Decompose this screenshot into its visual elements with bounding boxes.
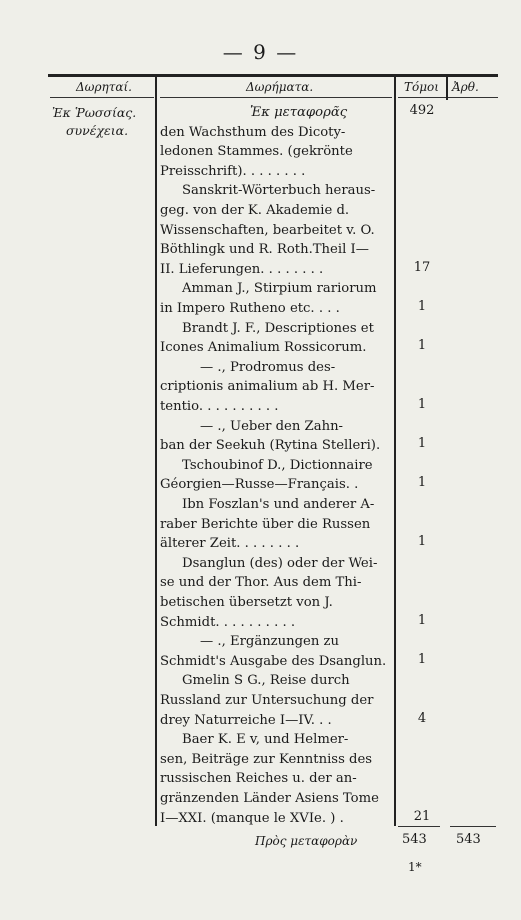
gift-line: Schmidt. . . . . . . . . . [160, 614, 296, 630]
gift-line: Russland zur Untersuchung der [160, 693, 374, 708]
donor-cell [52, 104, 136, 140]
signature-mark: 1* [408, 860, 422, 874]
gift-line: Géorgien—Russe—Français. . [160, 477, 359, 493]
gift-line: geg. von der K. Akademie d. [160, 203, 350, 218]
volume-count: 4 [417, 710, 427, 726]
gift-line: gränzenden Länder Asiens Tome [160, 791, 379, 806]
volume-count: 1 [417, 436, 427, 452]
total-number: 543 [456, 832, 481, 847]
sum-rule-number [450, 826, 496, 827]
gift-line: betischen übersetzt von J. [160, 595, 333, 610]
total-volumes: 543 [402, 832, 427, 847]
column-divider-3 [446, 76, 448, 100]
gift-line: russischen Reiches u. der an- [160, 771, 357, 787]
volume-count: 1 [417, 612, 427, 628]
volume-count: 21 [413, 808, 431, 824]
gift-line: Icones Animalium Rossicorum. [160, 340, 367, 356]
gift-line: criptionis animalium ab H. Mer- [160, 379, 375, 395]
header-rule-mid [160, 97, 392, 98]
header-gifts: Δωρήματα. [246, 80, 314, 94]
header-rule-left [50, 97, 154, 98]
page-number: — 9 — [222, 40, 299, 64]
gift-line: raber Berichte über die Russen [160, 516, 371, 532]
volume-count: 1 [417, 475, 427, 491]
gift-line: in Impero Rutheno etc. . . . [160, 301, 340, 316]
volume-count: 1 [417, 651, 427, 667]
gift-line: älterer Zeit. . . . . . . . [160, 536, 300, 552]
column-divider-1 [155, 76, 157, 826]
gift-line: Ibn Foszlan's und anderer A- [182, 497, 375, 512]
gift-line: Dsanglun (des) oder der Wei- [182, 555, 378, 571]
header-donors: Δωρηταί. [76, 80, 132, 94]
gift-line: — ., Prodromus des- [200, 359, 336, 375]
gift-line: drey Naturreiche I—IV. . . [160, 712, 332, 728]
gift-line: Brandt J. F., Descriptiones et [182, 320, 374, 336]
donor-country: Ἐκ Ῥωσσίας. [52, 105, 137, 120]
gift-line: den Wachsthum des Dicoty- [160, 124, 346, 140]
gift-line: sen, Beiträge zur Kenntniss des [160, 751, 373, 767]
top-rule [48, 74, 498, 77]
gift-line: II. Lieferungen. . . . . . . . [160, 261, 324, 277]
gift-line: Schmidt's Ausgabe des Dsanglun. [160, 653, 387, 669]
gift-line: Preisschrift). . . . . . . . [160, 163, 306, 179]
header-volumes: Τόμοι [404, 80, 439, 94]
gift-line: — ., Ergänzungen zu [200, 634, 339, 650]
gift-line: ledonen Stammes. (gekrönte [160, 144, 353, 160]
gift-line: se und der Thor. Aus dem Thi- [160, 575, 362, 591]
sum-rule-volumes [398, 826, 440, 827]
gift-line: tentio. . . . . . . . . . [160, 399, 279, 414]
gift-line: Sanskrit-Wörterbuch heraus- [182, 183, 376, 199]
volume-count: 17 [413, 259, 431, 275]
column-divider-2 [394, 76, 396, 826]
gift-line: Ἐκ μεταφορᾶς [250, 105, 348, 120]
volume-count: 1 [417, 338, 427, 354]
volume-count: 1 [417, 534, 427, 550]
gift-line: ban der Seekuh (Rytina Stelleri). [160, 438, 381, 454]
donor-continuation: συνέχεια. [66, 123, 129, 138]
gift-line: Wissenschaften, bearbeitet v. O. [160, 222, 375, 238]
gift-line: Gmelin S G., Reise durch [182, 673, 350, 689]
footer-label: Πρὸς μεταφορὰν [255, 834, 358, 848]
volume-count: 1 [417, 397, 427, 412]
volume-count: 492 [409, 103, 435, 118]
gift-line: Böthlingk und R. Roth.Theil I— [160, 242, 369, 258]
header-number: Ἀρθ. [452, 80, 479, 94]
gift-line: I—XXI. (manque le XVIe. ) . [160, 810, 344, 826]
gift-line: — ., Ueber den Zahn- [200, 418, 344, 434]
header-rule-right [398, 97, 498, 98]
volume-count: 1 [417, 299, 427, 314]
gift-line: Baer K. E v, und Helmer- [182, 732, 349, 748]
gift-line: Tschoubinof D., Dictionnaire [182, 457, 373, 473]
gift-line: Amman J., Stirpium rariorum [182, 281, 377, 297]
